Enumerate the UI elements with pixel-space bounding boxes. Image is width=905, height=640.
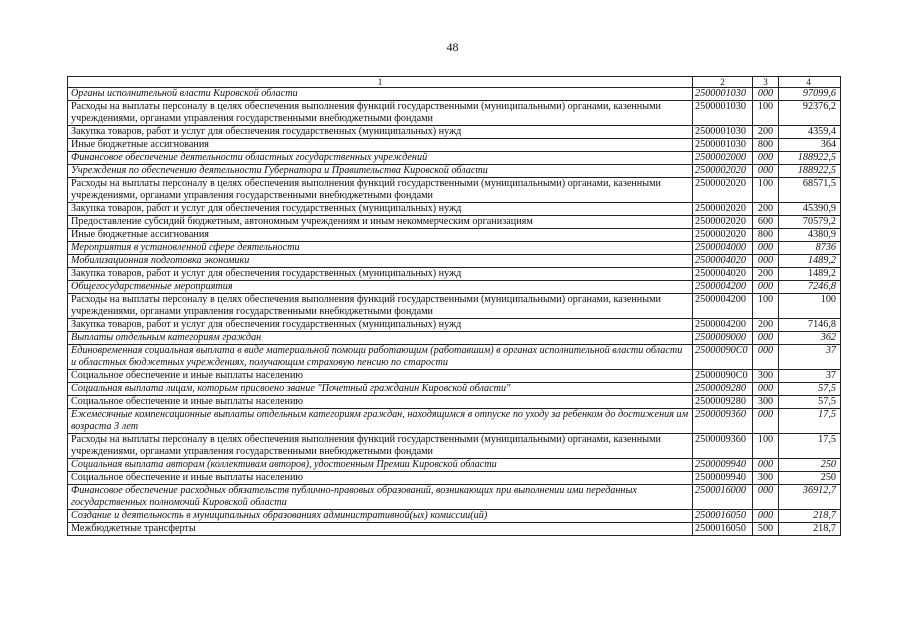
row-amount-cell: 70579,2: [779, 216, 841, 229]
row-type-cell: 100: [753, 178, 779, 203]
row-code-cell: 2500016050: [693, 510, 753, 523]
row-name-cell: Закупка товаров, работ и услуг для обеспечения государственных (муниципальных) нужд: [68, 126, 693, 139]
table-row: [68, 294, 841, 319]
row-type-cell: 000: [753, 510, 779, 523]
table-row: [68, 216, 841, 229]
row-name-cell: Закупка товаров, работ и услуг для обеспечения государственных (муниципальных) нужд: [68, 203, 693, 216]
table-row: [68, 101, 841, 126]
row-name-cell: Мобилизационная подготовка экономики: [68, 255, 693, 268]
row-type-cell: 000: [753, 242, 779, 255]
row-amount-cell: 57,5: [779, 383, 841, 396]
row-name-cell: Создание и деятельность в муниципальных образованиях административной(ых) комиссии(ий): [68, 510, 693, 523]
table-row: [68, 459, 841, 472]
row-code-cell: 2500002020: [693, 165, 753, 178]
header-col-3: 3: [753, 77, 779, 88]
row-amount-cell: 8736: [779, 242, 841, 255]
row-amount-cell: 250: [779, 459, 841, 472]
row-code-cell: 2500004200: [693, 319, 753, 332]
row-amount-cell: 37: [779, 370, 841, 383]
row-name-cell: Общегосударственные мероприятия: [68, 281, 693, 294]
row-amount-cell: 218,7: [779, 523, 841, 536]
row-type-cell: 300: [753, 396, 779, 409]
row-type-cell: 000: [753, 345, 779, 370]
row-name-cell: Финансовое обеспечение деятельности областных государственных учреждений: [68, 152, 693, 165]
row-type-cell: 100: [753, 294, 779, 319]
row-amount-cell: 57,5: [779, 396, 841, 409]
table-row: [68, 510, 841, 523]
row-code-cell: 2500002020: [693, 178, 753, 203]
row-type-cell: 300: [753, 472, 779, 485]
row-type-cell: 000: [753, 383, 779, 396]
row-amount-cell: 362: [779, 332, 841, 345]
row-type-cell: 000: [753, 88, 779, 101]
row-amount-cell: 92376,2: [779, 101, 841, 126]
row-code-cell: 2500009360: [693, 409, 753, 434]
row-name-cell: Единовременная социальная выплата в виде материальной помощи работающим (работавшим) в органах исполнительной власти области и областных бюджетных учреждениях, получающим страховую пенсию по старости: [68, 345, 693, 370]
table-row: [68, 472, 841, 485]
header-col-2: 2: [693, 77, 753, 88]
row-type-cell: 600: [753, 216, 779, 229]
row-name-cell: Расходы на выплаты персоналу в целях обеспечения выполнения функций государственными (муниципальными) органами, казенными учреждениями, органами управления государственными внебюджетными фондами: [68, 434, 693, 459]
row-name-cell: Закупка товаров, работ и услуг для обеспечения государственных (муниципальных) нужд: [68, 319, 693, 332]
table-row: [68, 165, 841, 178]
table-row: [68, 383, 841, 396]
row-name-cell: Расходы на выплаты персоналу в целях обеспечения выполнения функций государственными (муниципальными) органами, казенными учреждениями, органами управления государственными внебюджетными фондами: [68, 178, 693, 203]
row-name-cell: Ежемесячные компенсационные выплаты отдельным категориям граждан, находящимся в отпуске по уходу за ребенком до достижения им возраста 3 лет: [68, 409, 693, 434]
row-code-cell: 2500002020: [693, 216, 753, 229]
row-name-cell: Выплаты отдельным категориям граждан: [68, 332, 693, 345]
row-type-cell: 200: [753, 126, 779, 139]
row-type-cell: 200: [753, 203, 779, 216]
table-row: [68, 126, 841, 139]
table-row: [68, 332, 841, 345]
row-type-cell: 000: [753, 485, 779, 510]
header-col-1: 1: [68, 77, 693, 88]
row-code-cell: 2500009940: [693, 472, 753, 485]
row-amount-cell: 188922,5: [779, 165, 841, 178]
row-type-cell: 300: [753, 370, 779, 383]
row-code-cell: 2500004200: [693, 281, 753, 294]
row-type-cell: 200: [753, 268, 779, 281]
table-row: [68, 178, 841, 203]
row-code-cell: 2500009000: [693, 332, 753, 345]
row-amount-cell: 97099,6: [779, 88, 841, 101]
row-amount-cell: 218,7: [779, 510, 841, 523]
row-amount-cell: 4380,9: [779, 229, 841, 242]
row-name-cell: Социальное обеспечение и иные выплаты населению: [68, 396, 693, 409]
row-code-cell: 25000090С0: [693, 370, 753, 383]
row-name-cell: Учреждения по обеспечению деятельности Губернатора и Правительства Кировской области: [68, 165, 693, 178]
row-type-cell: 100: [753, 434, 779, 459]
table-row: [68, 229, 841, 242]
table-row: [68, 319, 841, 332]
table-row: [68, 139, 841, 152]
row-code-cell: 2500004020: [693, 268, 753, 281]
row-code-cell: 2500016050: [693, 523, 753, 536]
row-amount-cell: 4359,4: [779, 126, 841, 139]
table-row: [68, 523, 841, 536]
row-type-cell: 000: [753, 165, 779, 178]
row-name-cell: Предоставление субсидий бюджетным, автономным учреждениям и иным некоммерческим организациям: [68, 216, 693, 229]
row-code-cell: 2500004200: [693, 294, 753, 319]
table-row: [68, 434, 841, 459]
row-code-cell: 2500004000: [693, 242, 753, 255]
table-row: [68, 345, 841, 370]
row-name-cell: Иные бюджетные ассигнования: [68, 229, 693, 242]
row-code-cell: 2500001030: [693, 126, 753, 139]
row-type-cell: 200: [753, 319, 779, 332]
row-name-cell: Финансовое обеспечение расходных обязательств публично-правовых образований, возникающих при выполнении ими переданных государственных полномочий Кировской области: [68, 485, 693, 510]
row-amount-cell: 45390,9: [779, 203, 841, 216]
table-row: [68, 370, 841, 383]
row-type-cell: 000: [753, 281, 779, 294]
row-code-cell: 2500009280: [693, 396, 753, 409]
row-amount-cell: 188922,5: [779, 152, 841, 165]
row-amount-cell: 364: [779, 139, 841, 152]
row-type-cell: 800: [753, 229, 779, 242]
row-name-cell: Расходы на выплаты персоналу в целях обеспечения выполнения функций государственными (муниципальными) органами, казенными учреждениями, органами управления государственными внебюджетными фондами: [68, 294, 693, 319]
row-code-cell: 2500004020: [693, 255, 753, 268]
row-amount-cell: 36912,7: [779, 485, 841, 510]
row-code-cell: 2500001030: [693, 88, 753, 101]
table-header-row: [68, 77, 841, 88]
header-col-4: 4: [779, 77, 841, 88]
row-code-cell: 2500016000: [693, 485, 753, 510]
row-amount-cell: 1489,2: [779, 255, 841, 268]
table-row: [68, 255, 841, 268]
row-code-cell: 2500002020: [693, 203, 753, 216]
row-code-cell: 25000090С0: [693, 345, 753, 370]
row-code-cell: 2500002000: [693, 152, 753, 165]
row-name-cell: Социальное обеспечение и иные выплаты населению: [68, 472, 693, 485]
row-code-cell: 2500009360: [693, 434, 753, 459]
row-amount-cell: 17,5: [779, 409, 841, 434]
row-name-cell: Социальная выплата авторам (коллективам авторов), удостоенным Премии Кировской области: [68, 459, 693, 472]
row-type-cell: 100: [753, 101, 779, 126]
row-amount-cell: 250: [779, 472, 841, 485]
row-type-cell: 800: [753, 139, 779, 152]
row-amount-cell: 37: [779, 345, 841, 370]
row-code-cell: 2500009940: [693, 459, 753, 472]
row-code-cell: 2500001030: [693, 101, 753, 126]
table-row: [68, 396, 841, 409]
row-name-cell: Закупка товаров, работ и услуг для обеспечения государственных (муниципальных) нужд: [68, 268, 693, 281]
row-code-cell: 2500001030: [693, 139, 753, 152]
row-name-cell: Расходы на выплаты персоналу в целях обеспечения выполнения функций государственными (муниципальными) органами, казенными учреждениями, органами управления государственными внебюджетными фондами: [68, 101, 693, 126]
row-name-cell: Мероприятия в установленной сфере деятельности: [68, 242, 693, 255]
table-row: [68, 485, 841, 510]
row-type-cell: 000: [753, 152, 779, 165]
row-type-cell: 500: [753, 523, 779, 536]
row-code-cell: 2500009280: [693, 383, 753, 396]
row-amount-cell: 7146,8: [779, 319, 841, 332]
row-amount-cell: 1489,2: [779, 268, 841, 281]
row-amount-cell: 17,5: [779, 434, 841, 459]
row-name-cell: Социальная выплата лицам, которым присвоено звание "Почетный гражданин Кировской области": [68, 383, 693, 396]
page-number: 48: [446, 40, 459, 54]
budget-table: [67, 76, 841, 536]
row-name-cell: Иные бюджетные ассигнования: [68, 139, 693, 152]
row-name-cell: Межбюджетные трансферты: [68, 523, 693, 536]
row-amount-cell: 68571,5: [779, 178, 841, 203]
row-type-cell: 000: [753, 459, 779, 472]
row-type-cell: 000: [753, 332, 779, 345]
table-row: [68, 88, 841, 101]
row-amount-cell: 7246,8: [779, 281, 841, 294]
table-row: [68, 152, 841, 165]
row-name-cell: Органы исполнительной власти Кировской области: [68, 88, 693, 101]
row-type-cell: 000: [753, 255, 779, 268]
table-row: [68, 268, 841, 281]
row-amount-cell: 100: [779, 294, 841, 319]
table-row: [68, 203, 841, 216]
row-type-cell: 000: [753, 409, 779, 434]
table-row: [68, 281, 841, 294]
table-row: [68, 242, 841, 255]
row-name-cell: Социальное обеспечение и иные выплаты населению: [68, 370, 693, 383]
row-code-cell: 2500002020: [693, 229, 753, 242]
table-row: [68, 409, 841, 434]
